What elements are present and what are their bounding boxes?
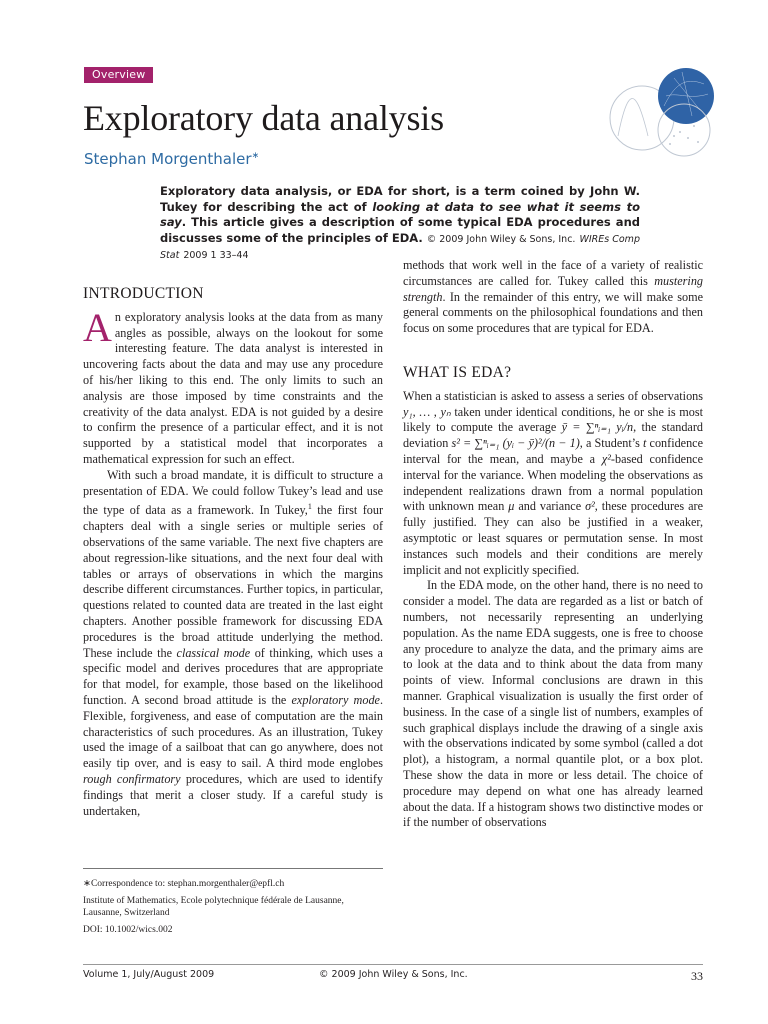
page-number: 33 [691, 969, 703, 983]
eda-p1-h: , these procedures are fully justified. They can also be justified in a weaker, asymptotic or least squares or permutation sense. In most instances such models and their conditions are merely implicit and not explicitly specified. [403, 499, 703, 577]
abstract-citation: 2009 1 33–44 [183, 250, 249, 261]
eda-p1-b: taken under identical conditions, he or she is most likely to compute the average [403, 404, 703, 435]
author-name [84, 146, 259, 169]
eda-paragraph-2: In the EDA mode, on the other hand, there is no need to consider a model. The data are regarded as a list or batch of numbers, not necessarily representing an underlying population. As the name EDA suggests, one is free to choose any procedure to analyze the data, and the primary aims are to look at the data and to think about the data from many points of view. Informal conclusions are drawn in this manner. Graphical visualization is usually the first order of business. In the case of a single list of numbers, examples of such graphical displays include the drawing of a single axis with the observations indicated by some symbol (called a dot plot), a histogram, a normal quantile plot, or a box plot. These show the data in more or less detail. The choice of procedure may depend on what one has already learned about the data. If a histogram shows two distinctive modes or if the number of observations [403, 578, 703, 830]
footer-volume: Volume 1, July/August 2009 [83, 969, 215, 980]
abstract [160, 184, 640, 264]
section-heading-introduction: INTRODUCTION [83, 285, 204, 302]
article-type-badge: Overview [84, 67, 153, 83]
math-std-dev: s² = ∑ⁿᵢ₌₁ (yᵢ − ȳ)²/(n − 1) [451, 436, 580, 451]
journal-logo [604, 66, 720, 158]
eda-p1-e: confidence interval for the mean, and maybe a [403, 436, 703, 466]
drop-cap: A [83, 304, 112, 350]
math-observations: y₁, … , yₙ [403, 404, 451, 419]
article-title: Exploratory data analysis [83, 98, 444, 138]
reference-mark: 1 [307, 502, 312, 512]
abstract-text-1: Exploratory data analysis, or EDA for short, is a term coined by John W. Tukey for describing the act of [160, 184, 640, 214]
abstract-copyright: © 2009 John Wiley & Sons, Inc. [426, 233, 576, 245]
math-mu: μ [508, 499, 515, 514]
doi-note: DOI: 10.1002/wics.002 [83, 925, 173, 935]
column-right [403, 258, 703, 831]
eda-paragraph-1 [403, 389, 703, 579]
author-footnote-mark: ∗ [251, 151, 260, 161]
abstract-italic: looking at data to see what it seems to say [160, 199, 640, 229]
footer-copyright: © 2009 John Wiley & Sons, Inc. [319, 969, 468, 980]
intro-paragraph-2 [83, 468, 383, 820]
column-left [83, 280, 383, 819]
math-t: t [643, 436, 647, 451]
intro-p2-italic-2: exploratory mode [291, 692, 380, 707]
eda-p1-g: and variance [514, 499, 586, 514]
abstract-text-2: . This article gives a description of some typical EDA procedures and discusses some of the principles of EDA. [160, 215, 640, 245]
intro-paragraph-1 [83, 304, 383, 468]
math-average: ȳ = ∑ⁿᵢ₌₁ yᵢ/n [561, 420, 634, 435]
eda-p1-d: , a Student’s [579, 436, 644, 451]
intro-p1-text: n exploratory analysis looks at the data from as many angles as possible, always on the lookout for some interesting feature. The data analyst is interested in uncovering facts about the data and may use any procedure of his/her liking to this end. The only limits to such an analysis are those imposed by time constraints and the creativity of the data analyst. EDA is not guided by a desire to confirm the presence of a particular effect, and it is not supported by a statistical model that incorporates a mathematical expression for such an effect. [83, 309, 383, 466]
institution-note: Institute of Mathematics, Ecole polytechnique fédérale de Lausanne, Lausanne, Switzerland [83, 896, 344, 918]
footnotes [83, 868, 383, 941]
cont-p-b: . In the remainder of this entry, we will make some general comments on the philosophical foundations and then focus on some procedures that are typical for EDA. [403, 289, 703, 336]
intro-p2-e: procedures, which are used to identify findings that merit a closer study. If a careful study is undertaken, [83, 771, 383, 818]
section-heading-what-is-eda: WHAT IS EDA? [403, 363, 512, 381]
eda-p1-f: -based confidence interval for the variance. When modeling the observations as independent realizations drawn from a normal population with unknown mean [403, 451, 703, 514]
page-footer [83, 964, 703, 983]
logo-curve [618, 99, 648, 137]
correspondence-note: ∗Correspondence to: stephan.morgenthaler@epfl.ch [83, 879, 285, 889]
abstract-journal: WIREs Comp Stat [160, 233, 640, 261]
eda-p1-a: When a statistician is asked to assess a series of observations [403, 388, 703, 403]
cont-p-italic: mustering strength [403, 273, 703, 304]
intro-p2-italic-1: classical mode [176, 645, 251, 660]
continued-paragraph [403, 258, 703, 337]
intro-p2-italic-3: rough confirmatory [83, 771, 181, 786]
author-name-text: Stephan Morgenthaler [84, 150, 252, 168]
math-chi-squared: χ² [601, 451, 611, 466]
intro-p2-d: . Flexible, forgiveness, and ease of computation are the main characteristics of such procedures. As an illustration, Tukey used the image of a sailboat that can go anywhere, does not easily tip over, and is easy to sail. A third mode englobes [83, 692, 383, 771]
intro-p2-c: of thinking, which uses a specific model and derives procedures that are appropriate for that model, for example, those based on the likelihood function. A second broad attitude is the [83, 645, 383, 707]
intro-p2-a: With such a broad mandate, it is difficult to structure a presentation of EDA. We could follow Tukey’s lead and use the type of data as a framework. In Tukey, [83, 467, 383, 518]
intro-p2-b: the first four chapters deal with a single series or multiple series of observations of the same variable. The next five chapters are about regression-like situations, and the next four deal with tables or arrays of observations in which the margins describe different circumstances. Further topics, in particular, questions related to counted data are treated in the last eight chapters. Another possible framework for discussing EDA procedures is the broad attitude underlying the method. These include the [83, 503, 383, 660]
eda-p1-c: , the standard deviation [403, 420, 703, 451]
math-sigma-squared: σ² [585, 499, 595, 514]
cont-p-a: methods that work well in the face of a variety of realistic circumstances are called for. Tukey called this [403, 258, 703, 288]
